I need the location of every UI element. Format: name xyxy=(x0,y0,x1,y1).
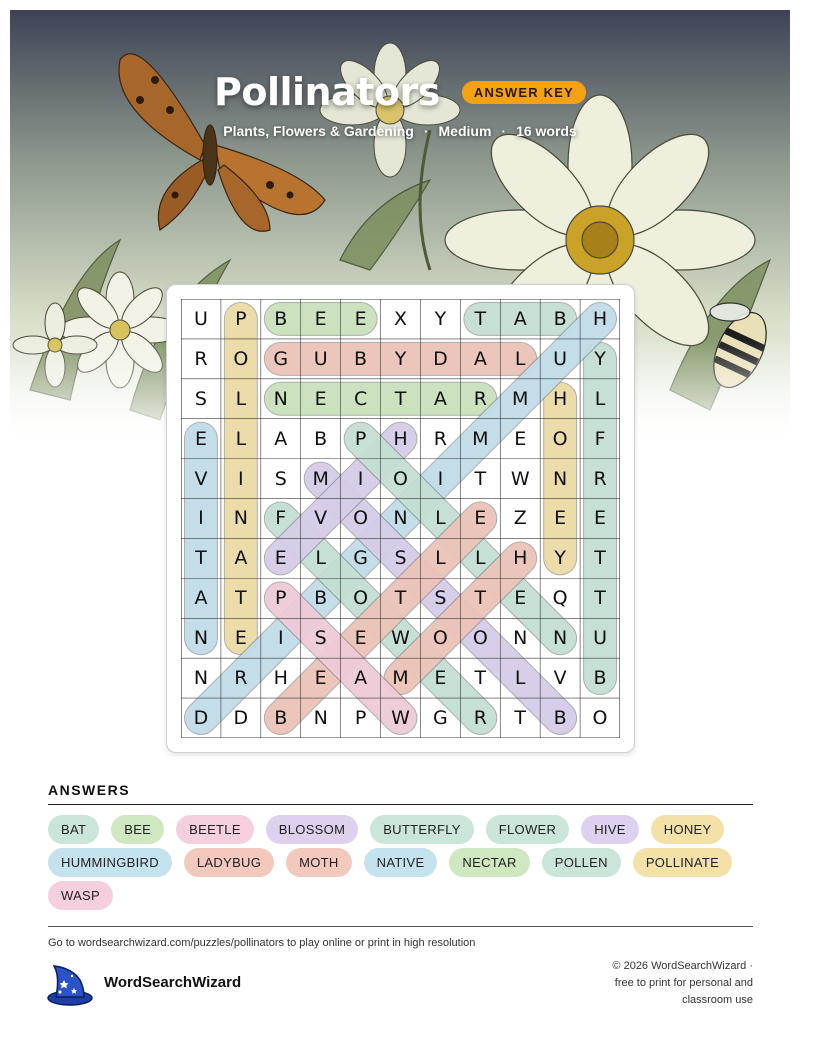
answer-chip-pollen: POLLEN xyxy=(542,848,621,877)
grid-cell: I xyxy=(437,467,444,490)
grid-cell: T xyxy=(474,307,487,330)
answer-chip-hummingbird: HUMMINGBIRD xyxy=(48,848,172,877)
footer-divider xyxy=(48,926,753,927)
grid-cell: E xyxy=(274,547,287,570)
grid-cell: H xyxy=(592,307,608,330)
grid-cell: L xyxy=(435,507,446,530)
grid-cell: R xyxy=(194,347,208,370)
grid-cell: T xyxy=(394,387,407,410)
grid-cell: E xyxy=(434,667,447,690)
word-count-label: 16 words xyxy=(516,123,577,139)
grid-cell: E xyxy=(314,307,327,330)
grid-cell: Y xyxy=(434,307,447,330)
grid-cell: N xyxy=(393,507,408,530)
grid-cell: I xyxy=(277,627,284,650)
grid-cell: E xyxy=(314,387,327,410)
grid-cell: A xyxy=(234,547,248,570)
grid-cell: F xyxy=(275,507,287,530)
brand-name: WordSearchWizard xyxy=(104,974,242,991)
grid-cell: E xyxy=(514,587,527,610)
grid-cell: S xyxy=(434,587,447,610)
footer-note: Go to wordsearchwizard.com/puzzles/pollinators to play online or print in high resolution xyxy=(48,937,476,949)
grid-cell: R xyxy=(473,707,487,730)
grid-cell: T xyxy=(394,587,407,610)
grid-cell: C xyxy=(353,387,368,410)
grid-cell: O xyxy=(233,347,249,370)
grid-cell: P xyxy=(354,707,367,730)
grid-cell: B xyxy=(274,707,288,730)
wizard-hat-icon xyxy=(46,962,94,1006)
answer-chip-pollinate: POLLINATE xyxy=(633,848,732,877)
grid-cell: T xyxy=(594,547,606,570)
answers-heading: ANSWERS xyxy=(48,782,131,798)
page-title: Pollinators xyxy=(214,70,440,114)
grid-cell: A xyxy=(354,667,368,690)
grid-cell: T xyxy=(474,467,487,490)
grid-cell: F xyxy=(594,427,606,450)
answers-list xyxy=(48,815,753,910)
grid-cell: V xyxy=(314,507,328,530)
grid-cell: G xyxy=(353,547,368,570)
grid-cell: O xyxy=(552,427,568,450)
title-row xyxy=(0,70,800,114)
grid-cell: S xyxy=(194,387,207,410)
grid-cell: Y xyxy=(554,547,566,570)
grid-cell: W xyxy=(510,467,530,490)
grid-cell: O xyxy=(353,507,369,530)
grid-cell: N xyxy=(273,387,288,410)
grid-cell: U xyxy=(313,347,328,370)
grid-cell: E xyxy=(314,667,327,690)
grid-cell: O xyxy=(393,467,408,490)
grid-cell: A xyxy=(473,347,487,370)
letter-grid xyxy=(181,299,620,738)
grid-cell: R xyxy=(433,427,447,450)
grid-cell: N xyxy=(553,627,568,650)
grid-cell: B xyxy=(314,427,328,450)
grid-cell: N xyxy=(513,627,528,650)
grid-cell: N xyxy=(553,467,568,490)
grid-cell: W xyxy=(391,627,410,650)
grid-cell: R xyxy=(234,667,248,690)
grid-cell: B xyxy=(593,667,607,690)
grid-cell: E xyxy=(234,627,247,650)
grid-cell: A xyxy=(433,387,447,410)
grid-cell: A xyxy=(513,307,527,330)
grid-cell: T xyxy=(474,667,487,690)
grid-cell: T xyxy=(514,707,527,730)
grid-cell: N xyxy=(193,667,209,690)
grid-cell: L xyxy=(514,347,526,370)
grid-cell: E xyxy=(474,507,487,530)
grid-cell: T xyxy=(594,587,606,610)
answer-chip-bee: BEE xyxy=(111,815,164,844)
grid-cell: S xyxy=(394,547,407,570)
grid-cell: P xyxy=(235,307,247,330)
grid-cell: U xyxy=(193,307,208,330)
grid-cell: H xyxy=(513,547,528,570)
grid-cell: L xyxy=(435,547,446,570)
grid-cell: A xyxy=(274,427,288,450)
grid-cell: T xyxy=(474,587,487,610)
grid-cell: B xyxy=(314,587,328,610)
grid-cell: Y xyxy=(594,347,606,370)
copyright-notice xyxy=(583,958,753,1009)
grid-cell: B xyxy=(274,307,288,330)
grid-cell: D xyxy=(193,707,209,730)
answer-chip-ladybug: LADYBUG xyxy=(184,848,274,877)
grid-cell: D xyxy=(233,707,249,730)
grid-cell: P xyxy=(275,587,287,610)
answer-chip-honey: HONEY xyxy=(651,815,725,844)
grid-cell: E xyxy=(354,307,367,330)
grid-cell: W xyxy=(391,707,410,730)
grid-cell: I xyxy=(198,507,204,530)
grid-cell: O xyxy=(353,587,369,610)
grid-cell: P xyxy=(354,427,367,450)
grid-cell: L xyxy=(514,667,526,690)
word-search-grid xyxy=(181,299,620,738)
answer-chip-butterfly: BUTTERFLY xyxy=(370,815,474,844)
answer-chip-bat: BAT xyxy=(48,815,99,844)
grid-cell: V xyxy=(194,467,208,490)
grid-cell: X xyxy=(393,307,407,330)
grid-cell: E xyxy=(354,627,367,650)
grid-cell: M xyxy=(472,427,489,450)
grid-cell: B xyxy=(354,347,368,370)
difficulty-label: Medium xyxy=(438,123,492,139)
grid-cell: I xyxy=(357,467,364,490)
answer-chip-nectar: NECTAR xyxy=(449,848,529,877)
grid-cell: H xyxy=(273,667,288,690)
grid-cell: O xyxy=(472,627,488,650)
grid-cell: L xyxy=(594,387,606,410)
category-label: Plants, Flowers & Gardening xyxy=(223,123,414,139)
grid-cell: D xyxy=(433,347,448,370)
grid-cell: R xyxy=(473,387,487,410)
answer-chip-blossom: BLOSSOM xyxy=(266,815,358,844)
grid-cell: O xyxy=(592,707,608,730)
grid-cell: L xyxy=(475,547,486,570)
answer-chip-wasp: WASP xyxy=(48,881,113,910)
grid-cell: Z xyxy=(513,507,527,530)
answer-chip-hive: HIVE xyxy=(581,815,639,844)
grid-cell: L xyxy=(235,427,247,450)
grid-cell: S xyxy=(314,627,327,650)
copyright-line: free to print for personal and xyxy=(614,977,753,989)
grid-cell: E xyxy=(514,427,527,450)
grid-cell: H xyxy=(552,387,568,410)
grid-cell: T xyxy=(195,547,207,570)
grid-cell: E xyxy=(194,427,207,450)
grid-cell: M xyxy=(512,387,529,410)
grid-cell: N xyxy=(193,627,209,650)
grid-cell: L xyxy=(235,387,247,410)
meta-separator: · xyxy=(423,123,429,139)
grid-cell: M xyxy=(312,467,329,490)
answers-divider xyxy=(48,804,753,805)
grid-cell: B xyxy=(553,307,567,330)
grid-cell: O xyxy=(432,627,448,650)
copyright-line: classroom use xyxy=(682,994,753,1006)
grid-cell: E xyxy=(594,507,607,530)
grid-cell: M xyxy=(392,667,409,690)
grid-cell: V xyxy=(553,667,567,690)
grid-cell: I xyxy=(238,467,244,490)
grid-cell: N xyxy=(233,507,248,530)
grid-cell: G xyxy=(273,347,289,370)
grid-cell: T xyxy=(235,587,247,610)
copyright-line: © 2026 WordSearchWizard · xyxy=(612,960,753,972)
grid-cell: G xyxy=(433,707,448,730)
grid-cell: E xyxy=(554,507,567,530)
grid-cell: S xyxy=(274,467,287,490)
grid-cell: Y xyxy=(394,347,407,370)
grid-cell: R xyxy=(593,467,607,490)
answer-chip-flower: FLOWER xyxy=(486,815,569,844)
grid-cell: L xyxy=(315,547,326,570)
answer-chip-native: NATIVE xyxy=(364,848,438,877)
grid-cell: U xyxy=(593,627,607,650)
puzzle-meta xyxy=(0,123,800,139)
meta-separator: · xyxy=(501,123,507,139)
grid-cell: A xyxy=(194,587,208,610)
grid-cell: H xyxy=(393,427,408,450)
answer-key-badge: ANSWER KEY xyxy=(462,81,586,104)
grid-cell: U xyxy=(553,347,568,370)
answer-chip-moth: MOTH xyxy=(286,848,351,877)
grid-cell: B xyxy=(553,707,567,730)
grid-cell: N xyxy=(313,707,328,730)
answer-chip-beetle: BEETLE xyxy=(176,815,254,844)
grid-cell: Q xyxy=(552,587,568,610)
